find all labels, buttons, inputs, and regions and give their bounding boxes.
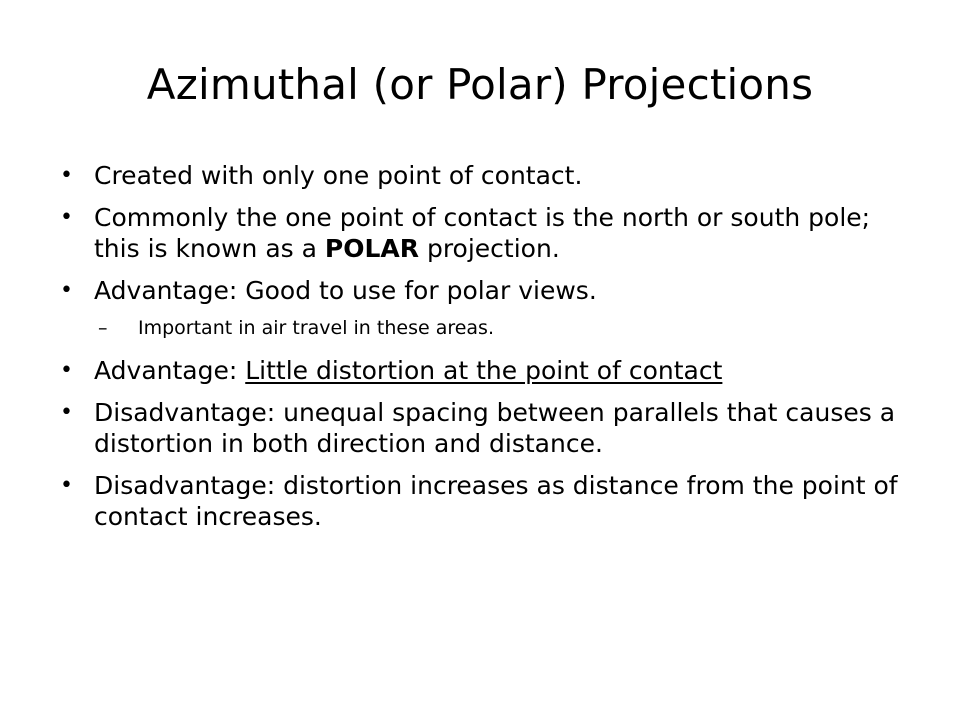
bullet-glyph: • — [60, 163, 73, 188]
bullet-text: Disadvantage: unequal spacing between parallels that causes a distortion in both direction and distance. — [94, 398, 896, 458]
bullet-text-start: Commonly the one point of contact is the north or south pole; this is known as a — [94, 203, 871, 263]
bullet-glyph: • — [60, 278, 73, 303]
bullet-list — [60, 160, 920, 543]
bullet-item — [60, 202, 920, 264]
bullet-text-end: projection. — [419, 234, 560, 263]
bullet-text: Disadvantage: distortion increases as distance from the point of contact increases. — [94, 471, 898, 531]
bullet-item — [60, 355, 920, 386]
bullet-text: Advantage: Good to use for polar views. — [94, 276, 597, 305]
bullet-text-start: Advantage: — [94, 356, 246, 385]
bullet-glyph: • — [60, 400, 73, 425]
bullet-item — [60, 397, 920, 459]
sub-bullet-text: Important in air travel in these areas. — [138, 317, 494, 339]
underlined-text: Little distortion at the point of contact — [245, 356, 723, 385]
sub-bullet-item — [60, 315, 920, 341]
bullet-text: Created with only one point of contact. — [94, 161, 583, 190]
slide-title: Azimuthal (or Polar) Projections — [146, 60, 814, 109]
bullet-item — [60, 470, 920, 532]
bullet-glyph: • — [60, 358, 73, 383]
bullet-item — [60, 160, 920, 191]
bullet-glyph: • — [60, 473, 73, 498]
bullet-glyph: • — [60, 205, 73, 230]
bold-term: POLAR — [324, 234, 420, 263]
bullet-item — [60, 275, 920, 306]
sub-bullet-glyph: – — [98, 317, 108, 339]
